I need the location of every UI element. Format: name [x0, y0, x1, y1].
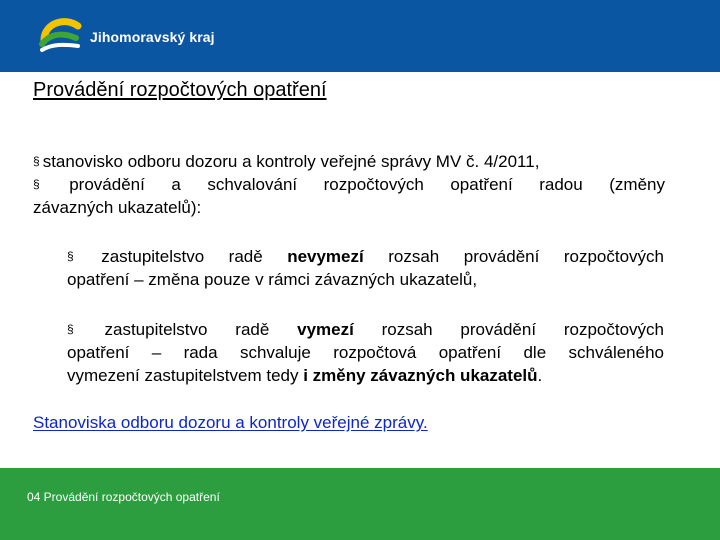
- bullet-icon: §: [33, 154, 40, 168]
- sub-bullet-item-1: § zastupitelstvo radě nevymezí rozsah provádění rozpočtových opatření – změna pouze v rámci závazných ukazatelů,: [67, 247, 664, 289]
- header-bar: [0, 0, 720, 72]
- jmk-logo-icon: [38, 14, 82, 54]
- bullet-item-2: § provádění a schvalování rozpočtových opatření radou (změny závazných ukazatelů):: [33, 175, 665, 217]
- bullet-icon: §: [33, 177, 40, 191]
- bullet-icon: §: [67, 322, 74, 336]
- footer-bar: [0, 468, 720, 540]
- brand-name: Jihomoravský kraj: [90, 29, 215, 45]
- stanoviska-link[interactable]: Stanoviska odboru dozoru a kontroly veřejné zprávy.: [33, 413, 428, 432]
- footer-label: 04 Provádění rozpočtových opatření: [27, 490, 220, 504]
- bullet-icon: §: [67, 249, 74, 263]
- page-title: Provádění rozpočtových opatření: [33, 79, 327, 101]
- sub-bullet-item-2: § zastupitelstvo radě vymezí rozsah provádění rozpočtových opatření – rada schvaluje rozpočtová opatření dle schváleného vymezení zastupitelstvem tedy i změny závazných ukazatelů.: [67, 320, 664, 385]
- bullet-item-1: § stanovisko odboru dozoru a kontroly veřejné správy MV č. 4/2011,: [33, 152, 540, 171]
